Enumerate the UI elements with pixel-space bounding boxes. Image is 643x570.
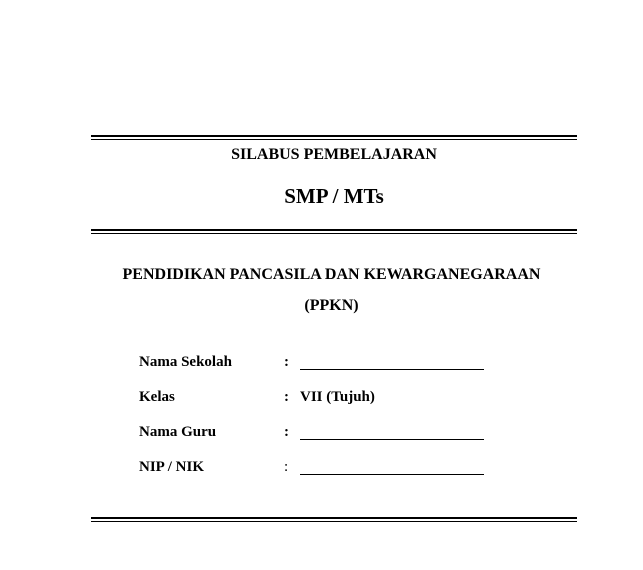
field-colon: : xyxy=(284,459,289,475)
subject-abbreviation: (PPKN) xyxy=(304,297,359,314)
class-value: VII (Tujuh) xyxy=(300,389,375,405)
field-colon: : xyxy=(284,354,289,370)
field-nip-nik xyxy=(139,459,499,479)
field-colon: : xyxy=(284,424,289,440)
field-label: Kelas xyxy=(139,389,175,405)
subject-title: PENDIDIKAN PANCASILA DAN KEWARGANEGARAAN xyxy=(122,266,541,283)
field-label: NIP / NIK xyxy=(139,459,205,475)
school-level-heading: SMP / MTs xyxy=(284,184,384,208)
field-colon: : xyxy=(284,389,289,405)
school-name-blank-line xyxy=(300,369,484,370)
field-school-name xyxy=(139,354,499,374)
teacher-name-blank-line xyxy=(300,439,484,440)
document-type-heading: SILABUS PEMBELAJARAN xyxy=(231,146,437,163)
field-label: Nama Sekolah xyxy=(139,354,232,370)
nip-nik-blank-line xyxy=(300,474,484,475)
field-class xyxy=(139,389,499,409)
middle-double-rule xyxy=(91,229,577,234)
field-teacher-name xyxy=(139,424,499,444)
field-label: Nama Guru xyxy=(139,424,217,440)
top-double-rule xyxy=(91,135,577,140)
bottom-double-rule xyxy=(91,517,577,522)
